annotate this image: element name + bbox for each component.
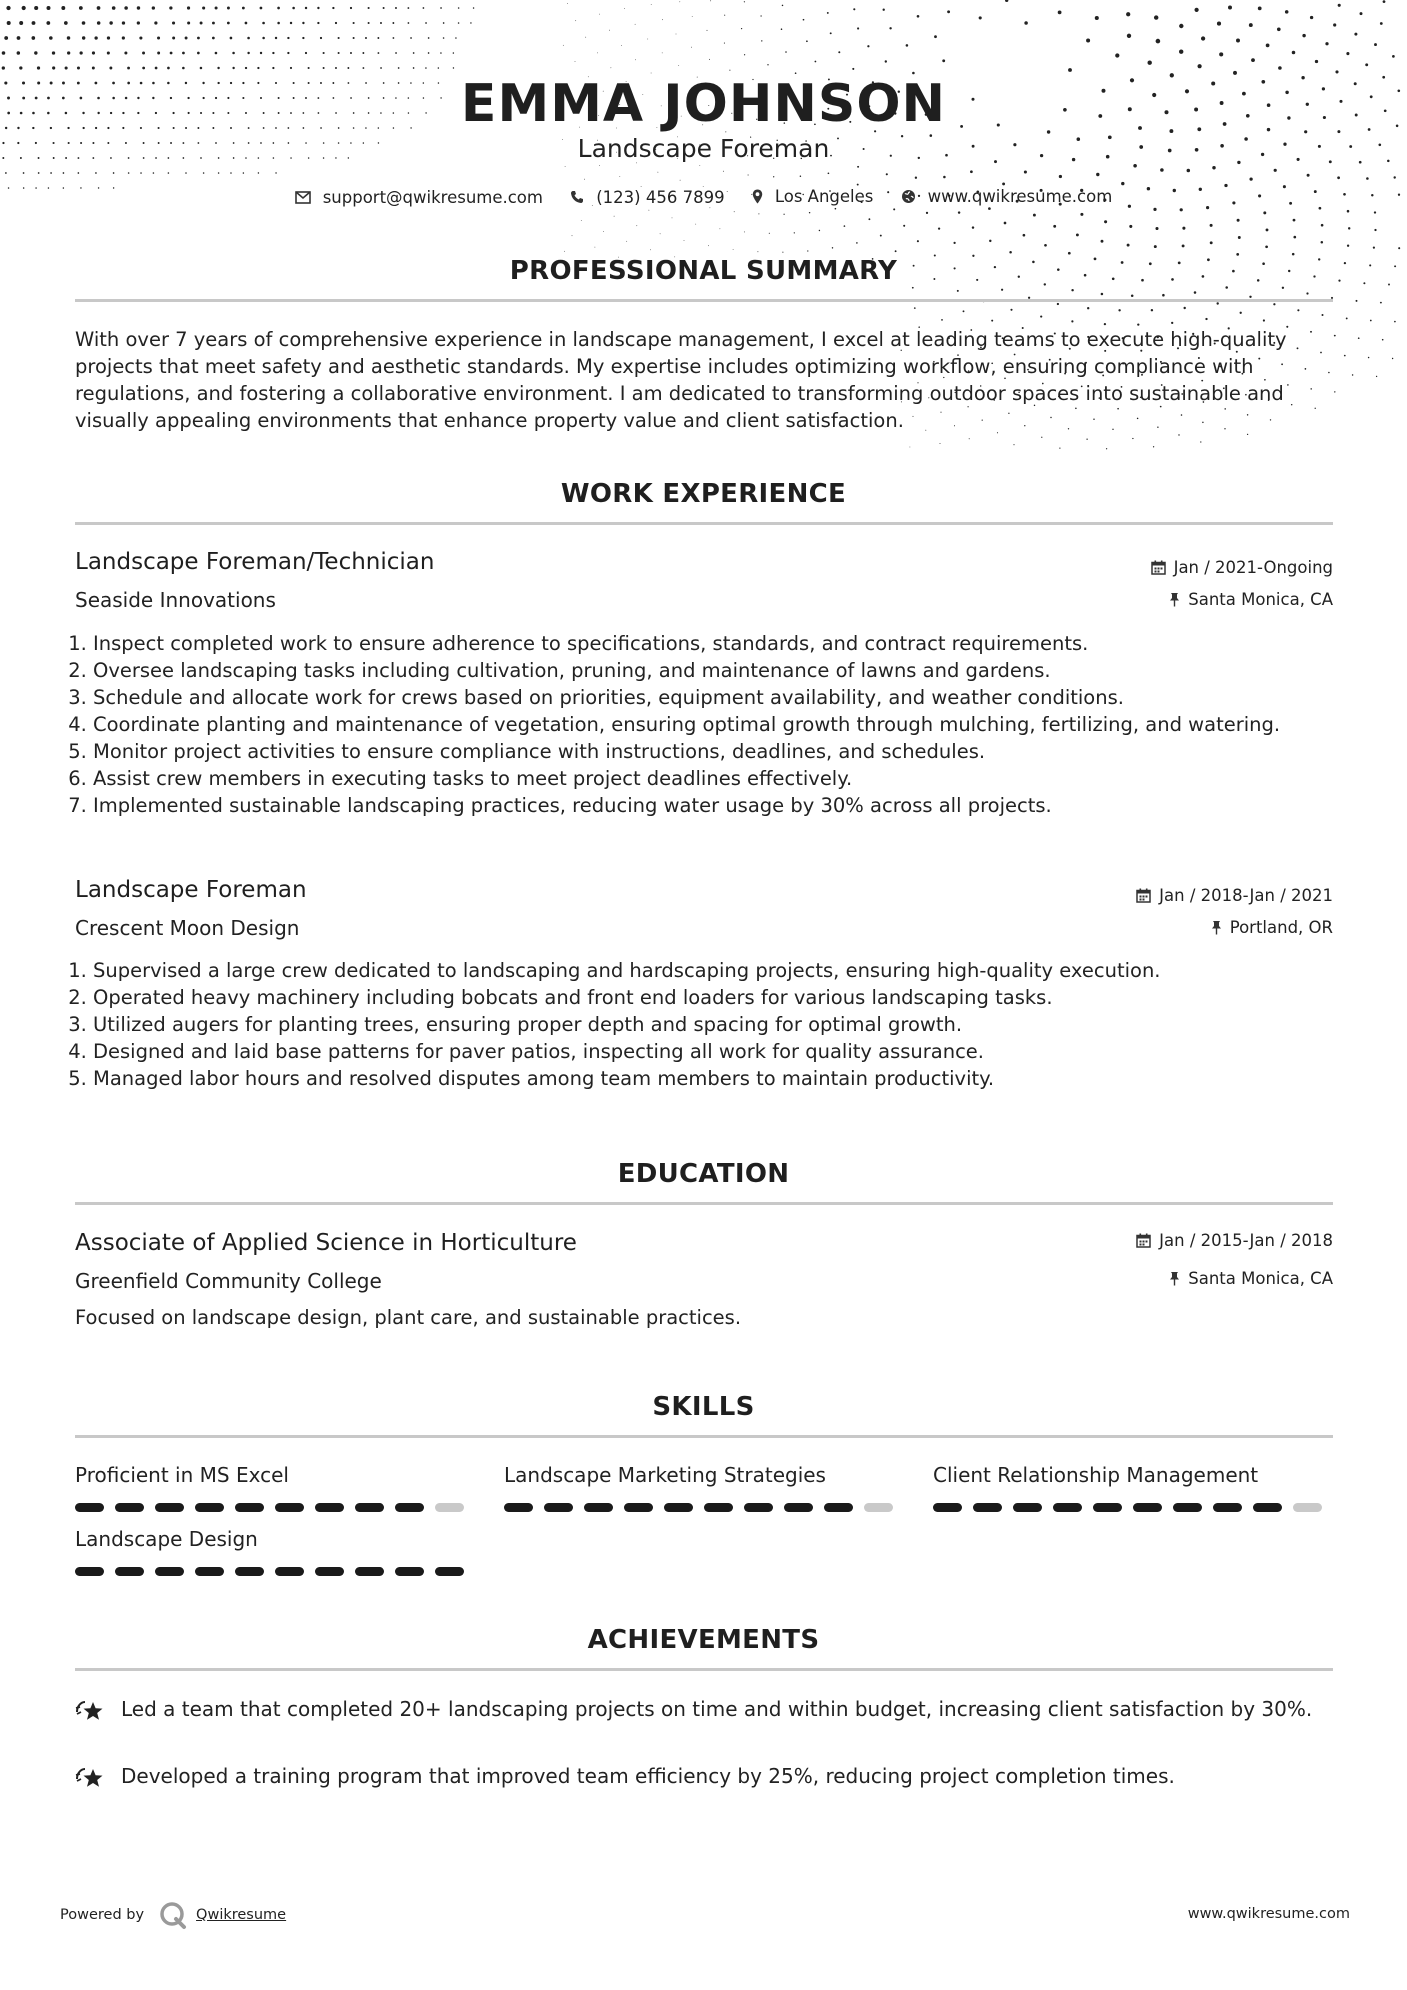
skill-item [75,1463,475,1512]
email-text: support@qwikresume.com [322,188,543,207]
skills-heading: SKILLS [652,1392,755,1422]
achievements-heading: ACHIEVEMENTS [587,1625,820,1655]
skill-segment-filled [115,1567,144,1576]
skill-segment-filled [235,1503,264,1512]
education-location [1169,1269,1333,1288]
skill-segment-filled [744,1503,773,1512]
skill-segment-filled [1213,1503,1242,1512]
skill-name: Client Relationship Management [933,1463,1259,1487]
skill-segment-filled [1253,1503,1282,1512]
list-item: 6. Assist crew members in executing tasks to meet project deadlines effectively. [93,765,1313,792]
list-item: 3. Utilized augers for planting trees, ensuring proper depth and spacing for optimal growth. [93,1011,1313,1038]
contact-location [752,187,874,206]
skill-name: Landscape Marketing Strategies [504,1463,826,1487]
powered-by-text: Powered by [60,1907,145,1923]
skill-segment-empty [864,1503,893,1512]
skill-segment-filled [155,1503,184,1512]
skill-segment-filled [1053,1503,1082,1512]
skill-item [504,1463,904,1512]
list-item: 3. Schedule and allocate work for crews based on priorities, equipment availability, and weather conditions. [93,684,1313,711]
achievement-text: Led a team that completed 20+ landscaping projects on time and within budget, increasing client satisfaction by 30%. [121,1697,1313,1721]
skill-segment-filled [1093,1503,1122,1512]
education-heading: EDUCATION [617,1159,790,1189]
skill-segment-filled [315,1567,344,1576]
qwikresume-logo-icon [158,1900,188,1930]
skill-segment-filled [664,1503,693,1512]
skill-segment-filled [824,1503,853,1512]
skill-item [75,1527,475,1576]
candidate-name: EMMA JOHNSON [460,74,947,134]
skill-item [933,1463,1333,1512]
skill-segment-filled [544,1503,573,1512]
summary-text: With over 7 years of comprehensive experience in landscape management, I excel at leading teams to execute high-quality projects that meet safety and aesthetic standards. My expertise includes optimizing workflow, ensuring compliance with regulations, and fostering a collaborative environment. I am dedicated to transforming outdoor spaces into sustainable and visually appealing environments that enhance property value and client satisfaction. [75,328,1287,432]
pushpin-icon [1169,592,1180,607]
location-text: Santa Monica, CA [1188,590,1333,609]
skill-segment-filled [784,1503,813,1512]
job-title: Landscape Foreman [75,877,307,903]
skill-segment-filled [973,1503,1002,1512]
skill-segment-filled [933,1503,962,1512]
pushpin-icon [1211,920,1222,935]
list-item: 2. Oversee landscaping tasks including cultivation, pruning, and maintenance of lawns and gardens. [93,657,1313,684]
skill-segment-empty [435,1503,464,1512]
section-divider [75,1435,1333,1438]
job-location [1211,918,1333,937]
skill-segment-filled [1133,1503,1162,1512]
skill-segment-filled [275,1567,304,1576]
skill-segment-filled [1173,1503,1202,1512]
experience-heading: WORK EXPERIENCE [560,479,847,509]
calendar-icon [1136,1233,1151,1248]
skill-segment-empty [1293,1503,1322,1512]
job-dates [1136,886,1333,905]
skill-level-bar [75,1567,475,1576]
skill-segment-filled [75,1567,104,1576]
location-text: Santa Monica, CA [1188,1269,1333,1288]
education-dates [1136,1231,1333,1250]
website-text: www.qwikresume.com [927,187,1113,206]
calendar-icon [1151,560,1166,575]
envelope-icon [295,191,311,204]
skill-segment-filled [395,1503,424,1512]
achievement-item [75,1696,1335,1728]
dates-text: Jan / 2018-Jan / 2021 [1159,886,1333,905]
job-duties-list [75,957,1313,1092]
contact-website[interactable] [901,187,1113,206]
education-school: Greenfield Community College [75,1269,382,1293]
skill-level-bar [75,1503,475,1512]
candidate-role: Landscape Foreman [577,134,830,163]
job-dates [1151,558,1333,577]
footer-website[interactable]: www.qwikresume.com [1187,1906,1350,1922]
qwikresume-link[interactable]: Qwikresume [196,1907,287,1923]
skill-segment-filled [275,1503,304,1512]
skill-segment-filled [704,1503,733,1512]
job-company: Crescent Moon Design [75,916,300,940]
job-duties-list [75,630,1313,819]
summary-heading: PROFESSIONAL SUMMARY [509,256,898,286]
skill-level-bar [504,1503,904,1512]
skill-segment-filled [315,1503,344,1512]
skill-name: Landscape Design [75,1527,258,1551]
skill-segment-filled [75,1503,104,1512]
skill-segment-filled [624,1503,653,1512]
phone-icon [570,190,584,204]
skill-level-bar [933,1503,1333,1512]
job-location [1169,590,1333,609]
phone-text: (123) 456 7899 [596,187,725,207]
section-divider [75,299,1333,302]
pushpin-icon [1169,1271,1180,1286]
trophy-star-icon [75,1765,105,1791]
achievement-text: Developed a training program that improved team efficiency by 25%, reducing project completion times. [121,1764,1175,1788]
skill-segment-filled [235,1567,264,1576]
skill-segment-filled [355,1503,384,1512]
contact-phone[interactable] [570,188,724,207]
achievement-item [75,1763,1335,1795]
skill-segment-filled [195,1567,224,1576]
list-item: 1. Supervised a large crew dedicated to landscaping and hardscaping projects, ensuring high-quality execution. [93,957,1313,984]
skill-segment-filled [504,1503,533,1512]
dates-text: Jan / 2021-Ongoing [1173,558,1333,577]
section-divider [75,1202,1333,1205]
skill-segment-filled [115,1503,144,1512]
list-item: 5. Monitor project activities to ensure compliance with instructions, deadlines, and schedules. [93,738,1313,765]
map-pin-icon [752,189,763,204]
list-item: 2. Operated heavy machinery including bobcats and front end loaders for various landscaping tasks. [93,984,1313,1011]
list-item: 5. Managed labor hours and resolved disputes among team members to maintain productivity. [93,1065,1313,1092]
skill-segment-filled [155,1567,184,1576]
contact-email[interactable] [295,188,543,207]
skill-segment-filled [395,1567,424,1576]
skill-segment-filled [435,1567,464,1576]
section-divider [75,1668,1333,1671]
skill-segment-filled [355,1567,384,1576]
globe-icon [901,189,916,204]
location-text: Los Angeles [774,187,874,206]
list-item: 7. Implemented sustainable landscaping practices, reducing water usage by 30% across all projects. [93,792,1313,819]
calendar-icon [1136,888,1151,903]
footer-powered-by [60,1900,286,1930]
skill-segment-filled [195,1503,224,1512]
skill-segment-filled [1013,1503,1042,1512]
dates-text: Jan / 2015-Jan / 2018 [1159,1231,1333,1250]
list-item: 1. Inspect completed work to ensure adherence to specifications, standards, and contract requirements. [93,630,1313,657]
education-degree: Associate of Applied Science in Horticulture [75,1230,577,1256]
skill-name: Proficient in MS Excel [75,1463,289,1487]
contact-bar [0,187,1407,208]
education-description: Focused on landscape design, plant care, and sustainable practices. [75,1306,742,1329]
trophy-star-icon [75,1698,105,1724]
job-company: Seaside Innovations [75,588,276,612]
list-item: 4. Designed and laid base patterns for paver patios, inspecting all work for quality assurance. [93,1038,1313,1065]
location-text: Portland, OR [1229,918,1333,937]
list-item: 4. Coordinate planting and maintenance of vegetation, ensuring optimal growth through mulching, fertilizing, and watering. [93,711,1313,738]
skill-segment-filled [584,1503,613,1512]
section-divider [75,522,1333,525]
job-title: Landscape Foreman/Technician [75,549,435,575]
